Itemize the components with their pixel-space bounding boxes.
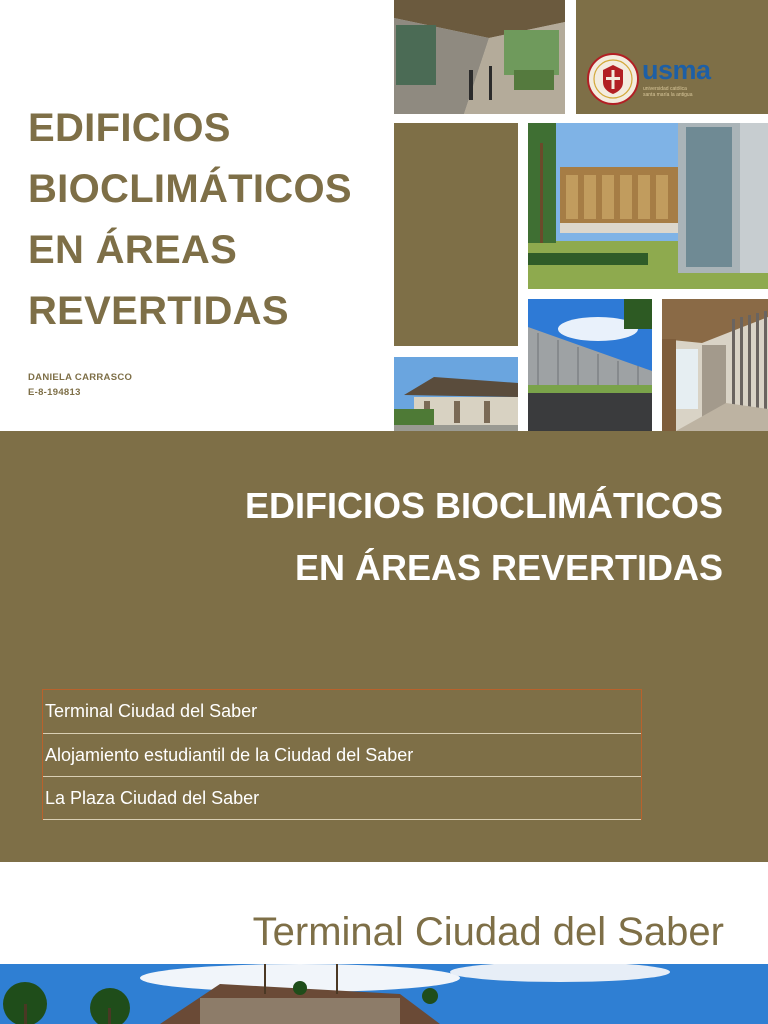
canopy-building-photo — [394, 357, 518, 431]
cover-title-line: EDIFICIOS — [28, 106, 231, 150]
section-title: Terminal Ciudad del Saber — [252, 910, 724, 954]
walkway-photo — [394, 0, 565, 114]
usma-subtitle — [643, 86, 692, 98]
usma-wordmark: usma — [642, 55, 711, 85]
usma-subtitle-line: universidad católica — [643, 86, 687, 92]
toc-heading-line: EDIFICIOS BIOCLIMÁTICOS — [244, 485, 723, 526]
author-id: E-8-194813 — [28, 387, 81, 398]
toc-item-alojamiento[interactable]: Alojamiento estudiantil de la Ciudad del Saber — [43, 734, 641, 777]
toc-list — [42, 689, 642, 820]
long-louver-building-photo — [528, 299, 652, 431]
toc-item-terminal[interactable]: Terminal Ciudad del Saber — [43, 690, 641, 734]
terminal-photo — [0, 964, 768, 1024]
author-block — [28, 370, 132, 400]
toc-heading — [245, 475, 723, 599]
cover-title-line: REVERTIDAS — [28, 289, 289, 333]
usma-logo-box — [576, 0, 768, 114]
corridor-photo — [662, 299, 768, 431]
author-name: DANIELA CARRASCO — [28, 372, 133, 383]
terminal-section — [0, 862, 768, 1024]
louvered-building-photo — [528, 123, 768, 289]
table-of-contents-section — [0, 431, 768, 862]
olive-color-block — [394, 123, 518, 346]
cover-title-line: EN ÁREAS — [28, 228, 238, 272]
toc-item-plaza[interactable]: La Plaza Ciudad del Saber — [43, 777, 641, 820]
cover-title-line: BIOCLIMÁTICOS — [28, 167, 352, 211]
university-seal-icon — [587, 53, 639, 105]
usma-subtitle-line: santa maría la antigua — [643, 92, 693, 98]
cover-section — [0, 0, 768, 431]
cover-title — [28, 98, 378, 342]
toc-heading-line: EN ÁREAS REVERTIDAS — [294, 547, 723, 588]
